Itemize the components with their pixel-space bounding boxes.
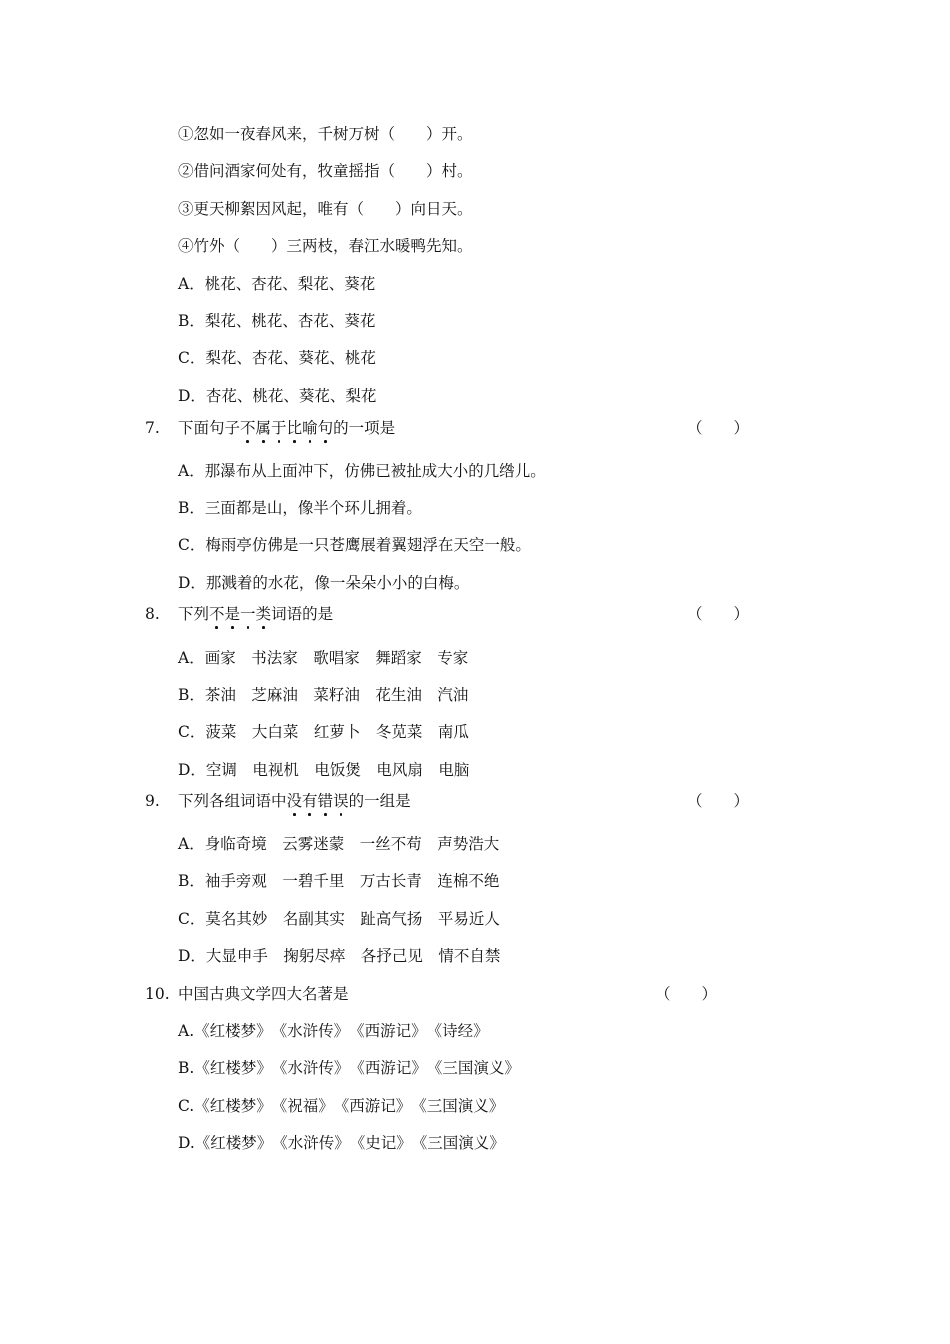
q7-option-b: B．三面都是山，像半个环儿拥着。 — [178, 499, 422, 517]
q8-answer-blank: （ ） — [687, 605, 750, 623]
q9-dotted-char: 误 — [333, 792, 349, 810]
q6-option-a: A．桃花、杏花、梨花、葵花 — [178, 275, 376, 293]
q8-option-c: C．菠菜 大白菜 红萝卜 冬苋菜 南瓜 — [178, 723, 469, 741]
q7-dotted-char: 比 — [286, 419, 303, 437]
q7-option-c: C．梅雨亭仿佛是一只苍鹰展着翼翅浮在天空一般。 — [178, 536, 531, 554]
q7-option-a: A．那瀑布从上面冲下，仿佛已被扯成大小的几绺儿。 — [178, 462, 546, 480]
q8-dotted-char: 一 — [240, 605, 256, 623]
q9-option-a: A．身临奇境 云雾迷蒙 一丝不苟 声势浩大 — [178, 835, 500, 853]
q9-dotted-char: 有 — [302, 792, 318, 810]
q7-dotted-char: 喻 — [302, 419, 318, 437]
q9-option-c: C．莫名其妙 名副其实 趾高气扬 平易近人 — [178, 910, 500, 928]
q10-answer-blank: （ ） — [655, 985, 718, 1003]
q8-stem-pre: 下列 — [178, 605, 210, 623]
q8-dotted-char: 是 — [224, 605, 241, 623]
q6-line-3: ③更天柳絮因风起，唯有（ ）向日天。 — [178, 200, 473, 218]
q7-stem — [178, 418, 395, 438]
q9-stem-post: 的一组是 — [348, 792, 411, 810]
q10-option-b: B.《红楼梦》 《水浒传》 《西游记》 《三国演义》 — [178, 1059, 520, 1077]
q9-option-b: B．袖手旁观 一碧千里 万古长青 连棉不绝 — [178, 872, 500, 890]
q6-line-2: ②借问酒家何处有，牧童摇指（ ）村。 — [178, 162, 473, 180]
q8-option-d: D．空调 电视机 电饭煲 电风扇 电脑 — [178, 761, 470, 779]
q9-stem-pre: 下列各组词语中 — [178, 792, 287, 810]
q8-option-a: A．画家 书法家 歌唱家 舞蹈家 专家 — [178, 649, 469, 667]
q9-dotted-char: 错 — [317, 792, 334, 810]
q8-stem-post: 词语的是 — [271, 605, 334, 623]
q8-option-b: B．茶油 芝麻油 菜籽油 花生油 汽油 — [178, 686, 469, 704]
q8-stem — [178, 604, 333, 624]
q9-dotted-char: 没 — [286, 792, 303, 810]
q9-stem — [178, 791, 411, 811]
q7-number: 7. — [145, 419, 160, 437]
q6-option-b: B．梨花、桃花、杏花、葵花 — [178, 312, 376, 330]
q7-option-d: D．那溅着的水花，像一朵朵小小的白梅。 — [178, 574, 470, 592]
q7-dotted-char: 句 — [317, 419, 334, 437]
q10-option-c: C.《红楼梦》 《祝福》 《西游记》 《三国演义》 — [178, 1097, 505, 1115]
q9-answer-blank: （ ） — [687, 792, 750, 810]
q10-stem: 中国古典文学四大名著是 — [178, 985, 349, 1003]
q6-option-c: C．梨花、杏花、葵花、桃花 — [178, 349, 376, 367]
q7-stem-post: 的一项是 — [333, 419, 396, 437]
q6-option-d: D．杏花、桃花、葵花、梨花 — [178, 387, 377, 405]
q10-option-d: D.《红楼梦》 《水浒传》 《史记》 《三国演义》 — [178, 1134, 505, 1152]
q7-dotted-char: 于 — [271, 419, 287, 437]
q10-number: 10. — [145, 985, 170, 1003]
q7-stem-pre: 下面句子 — [178, 419, 241, 437]
q9-number: 9. — [145, 792, 160, 810]
q10-option-a: A.《红楼梦》 《水浒传》 《西游记》 《诗经》 — [178, 1022, 489, 1040]
q6-line-1: ①忽如一夜春风来，千树万树（ ）开。 — [178, 125, 473, 143]
q8-number: 8. — [145, 605, 160, 623]
q7-dotted-char: 不 — [240, 419, 256, 437]
q6-line-4: ④竹外（ ）三两枝，春江水暖鸭先知。 — [178, 237, 473, 255]
q8-dotted-char: 不 — [209, 605, 225, 623]
q7-dotted-char: 属 — [255, 419, 272, 437]
q9-option-d: D．大显申手 掬躬尽瘁 各抒己见 情不自禁 — [178, 947, 501, 965]
q7-answer-blank: （ ） — [687, 419, 750, 437]
q8-dotted-char: 类 — [255, 605, 272, 623]
